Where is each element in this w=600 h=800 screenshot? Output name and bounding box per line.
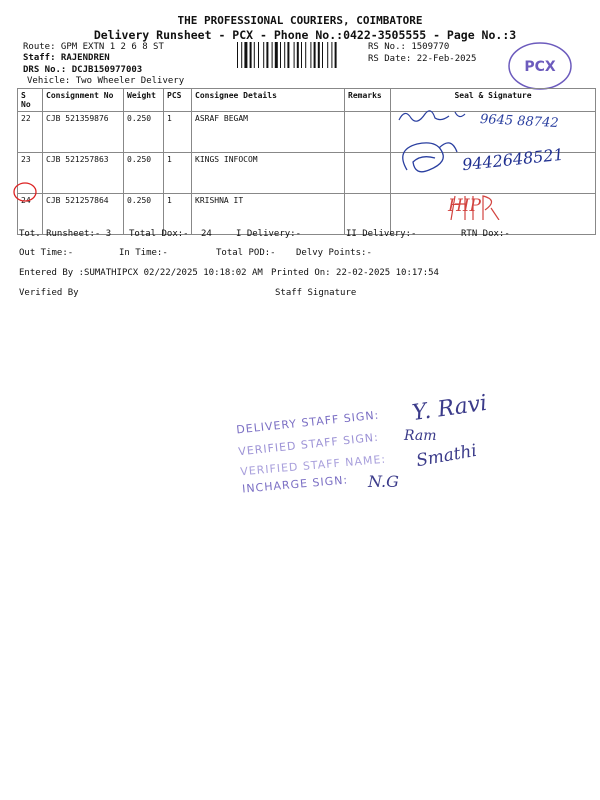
red-circle-mark bbox=[12, 181, 40, 205]
barcode bbox=[237, 42, 359, 68]
column-header: Consignee Details bbox=[192, 89, 345, 112]
handwritten-phone-23: 9442648521 bbox=[461, 144, 565, 175]
rtn-dox: RTN Dox:- bbox=[461, 229, 510, 239]
staff-label: Staff: RAJENDREN bbox=[23, 53, 110, 63]
weight-cell: 0.250 bbox=[124, 194, 164, 235]
verified-by: Verified By bbox=[19, 288, 79, 298]
handwritten-verified-name: Smathi bbox=[414, 440, 479, 472]
rs-date: RS Date: 22-Feb-2025 bbox=[368, 54, 477, 64]
serial-cell: 23 bbox=[18, 153, 43, 194]
total-runsheet: Tot. Runsheet:- 3 bbox=[19, 229, 112, 239]
stamp-line-delivery-sign: DELIVERY STAFF SIGN: bbox=[235, 408, 380, 437]
total-pod: Total POD:- bbox=[216, 248, 276, 258]
total-dox-label: Total Dox:- bbox=[129, 229, 189, 239]
consignee-cell: KINGS INFOCOM bbox=[192, 153, 345, 194]
staff-signature-label: Staff Signature bbox=[275, 288, 357, 298]
pcs-cell: 1 bbox=[164, 112, 192, 153]
handwritten-note-24: HIP bbox=[448, 196, 481, 216]
column-header: PCS bbox=[164, 89, 192, 112]
column-header: Remarks bbox=[345, 89, 391, 112]
handwritten-incharge-sign: N.G bbox=[368, 472, 399, 491]
stamp-text: PCX bbox=[524, 59, 556, 75]
serial-cell: 22 bbox=[18, 112, 43, 153]
column-header: Consignment No bbox=[43, 89, 124, 112]
document-title: Delivery Runsheet - PCX - Phone No.:0422-3505555 - Page No.:3 bbox=[93, 28, 517, 42]
pcx-stamp bbox=[507, 40, 573, 92]
consignment-cell: CJB 521257863 bbox=[43, 153, 124, 194]
stamp-line-verified-sign: VERIFIED STAFF SIGN: bbox=[237, 430, 380, 459]
remarks-cell bbox=[345, 153, 391, 194]
route-label: Route: GPM EXTN 1 2 6 8 ST bbox=[23, 42, 164, 52]
consignee-cell: KRISHNA IT bbox=[192, 194, 345, 235]
weight-cell: 0.250 bbox=[124, 153, 164, 194]
ii-delivery: II Delivery:- bbox=[346, 229, 417, 239]
handwritten-phone-22: 9645 88742 bbox=[479, 111, 559, 132]
stamp-line-incharge-sign: INCHARGE SIGN: bbox=[241, 473, 349, 496]
in-time: In Time:- bbox=[119, 248, 168, 258]
remarks-cell bbox=[345, 112, 391, 153]
entered-by: Entered By :SUMATHIPCX 02/22/2025 10:18:02 AM bbox=[19, 268, 263, 278]
weight-cell: 0.250 bbox=[124, 112, 164, 153]
consignment-cell: CJB 521257864 bbox=[43, 194, 124, 235]
delvy-points: Delvy Points:- bbox=[296, 248, 372, 258]
column-header: S No bbox=[18, 89, 43, 112]
vehicle-label: Vehicle: Two Wheeler Delivery bbox=[27, 76, 185, 86]
consignee-cell: ASRAF BEGAM bbox=[192, 112, 345, 153]
i-delivery: I Delivery:- bbox=[236, 229, 302, 239]
pcs-cell: 1 bbox=[164, 153, 192, 194]
column-header: Seal & Signature bbox=[391, 89, 596, 112]
handwritten-verified-sign: Ram bbox=[404, 428, 437, 444]
stamp-line-verified-name: VERIFIED STAFF NAME: bbox=[239, 452, 387, 479]
printed-on: Printed On: 22-02-2025 10:17:54 bbox=[271, 268, 439, 278]
company-name: THE PROFESSIONAL COURIERS, COIMBATORE bbox=[177, 14, 423, 27]
total-dox-value: 24 bbox=[201, 229, 212, 239]
rs-number: RS No.: 1509770 bbox=[368, 42, 450, 52]
handwritten-staff-sign: Y. Ravi bbox=[410, 390, 489, 427]
serial-cell: 24 bbox=[18, 194, 43, 235]
consignment-cell: CJB 521359876 bbox=[43, 112, 124, 153]
column-header: Weight bbox=[124, 89, 164, 112]
pcs-cell: 1 bbox=[164, 194, 192, 235]
drs-number: DRS No.: DCJB150977003 bbox=[23, 65, 143, 75]
out-time: Out Time:- bbox=[19, 248, 74, 258]
